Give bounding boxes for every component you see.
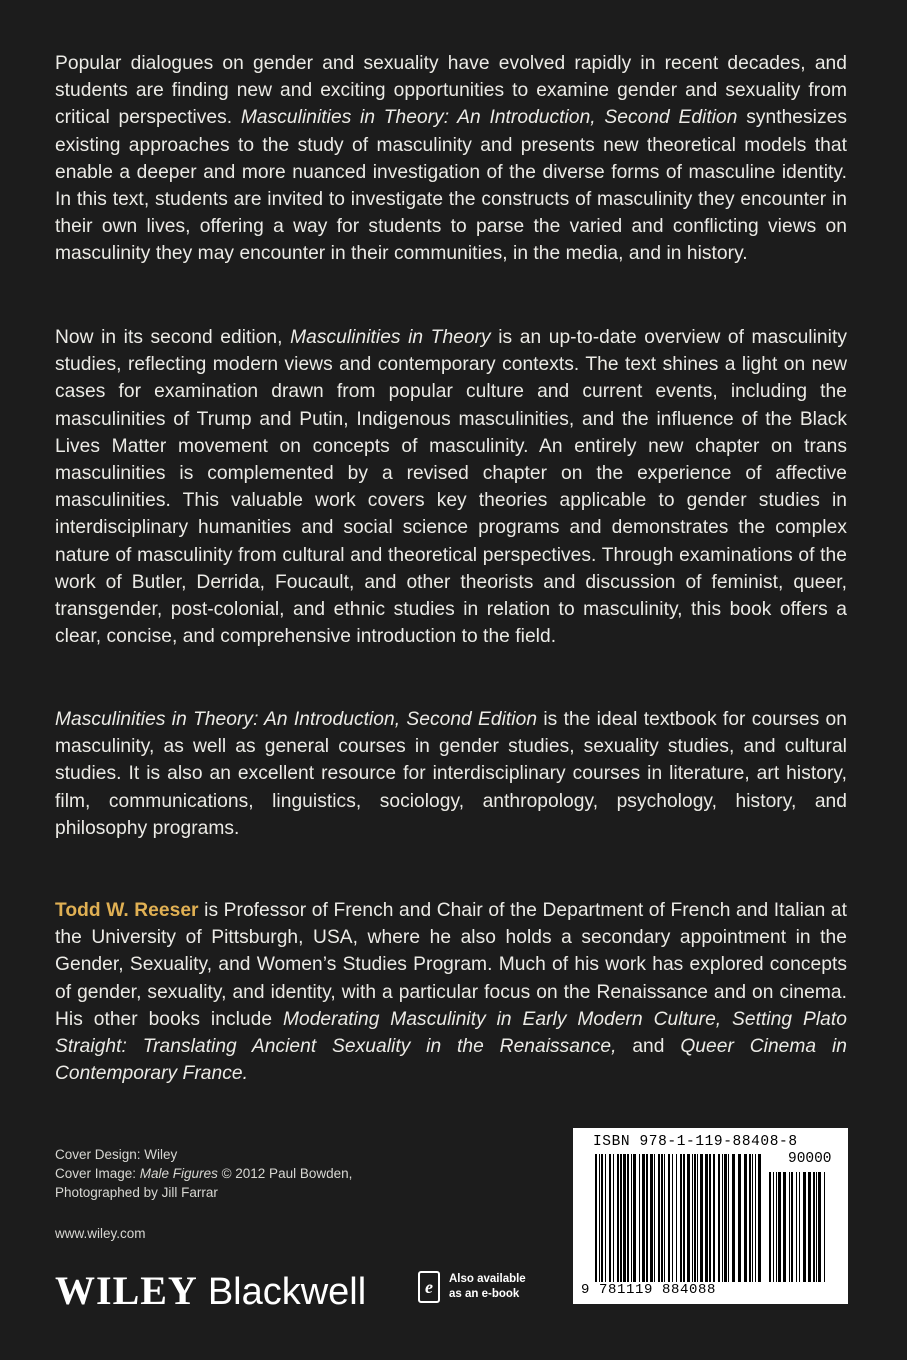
barcode-bar	[664, 1154, 665, 1282]
barcode-bar	[709, 1154, 711, 1282]
barcode-bar	[718, 1154, 720, 1282]
barcode-bar	[796, 1172, 797, 1282]
barcode-bar	[683, 1154, 685, 1282]
isbn-text: ISBN 978-1-119-88408-8	[593, 1134, 798, 1150]
barcode-bar	[728, 1154, 729, 1282]
barcode-bar	[824, 1172, 825, 1282]
barcode-bar	[650, 1154, 653, 1282]
barcode-bar	[732, 1154, 735, 1282]
barcode-bar	[776, 1172, 777, 1282]
barcode-bar	[694, 1154, 696, 1282]
ebook-text	[449, 1272, 526, 1302]
barcode-bar	[654, 1154, 655, 1282]
barcode-bar	[623, 1154, 626, 1282]
barcode-bar	[605, 1154, 606, 1282]
author-bio-text: is Professor of French and Chair of the Department of French and Italian at the University of Pittsburgh, USA, where he also holds a secondary appointment in the Gender, Sexuality, and Women’s Studies Program. Much of his work has explored concepts of gender, sexuality, and identity, with a particular focus on the Renaissance and on cinema. His other books include	[55, 900, 847, 1030]
blackwell-logo-text: Blackwell	[207, 1271, 367, 1313]
wiley-blackwell-logo	[55, 1267, 366, 1314]
p1-text-start: Popular dialogues on gender and sexuality have evolved rapidly in recent decades, and students are finding new and exciting opportunities to examine gender and sexuality from critical perspectives.	[55, 53, 847, 129]
book-title-italic: Masculinities in Theory: An Introduction, Second Edition	[55, 709, 538, 730]
barcode-bar	[769, 1172, 771, 1282]
barcode-bar	[595, 1154, 597, 1282]
barcode-bar	[789, 1172, 790, 1282]
addon-barcode-bars	[769, 1172, 825, 1282]
barcode-bar	[697, 1154, 698, 1282]
barcode-bar	[668, 1154, 670, 1282]
author-book-title-last: Queer Cinema in Contemporary France.	[55, 1036, 847, 1085]
cover-image-prefix: Cover Image:	[55, 1166, 140, 1181]
barcode-bar	[620, 1154, 622, 1282]
book-title-italic: Masculinities in Theory: An Introduction, Second Edition	[240, 107, 738, 129]
cover-image-credit	[55, 1164, 352, 1183]
ebook-icon-letter: e	[425, 1276, 433, 1297]
description-paragraph-3	[55, 706, 847, 842]
barcode-bar	[773, 1172, 774, 1282]
barcode-bar	[627, 1154, 629, 1282]
isbn-barcode	[573, 1128, 848, 1304]
ebook-line-1: Also available	[449, 1273, 526, 1285]
barcode-bar	[803, 1172, 806, 1282]
ebook-line-2: as an e-book	[449, 1288, 520, 1300]
author-bio	[55, 897, 847, 1087]
barcode-bar	[755, 1154, 756, 1282]
barcode-number: 9 781119 884088	[581, 1282, 717, 1298]
barcode-bar	[705, 1154, 708, 1282]
barcode-bar	[613, 1154, 614, 1282]
cover-image-title: Male Figures	[139, 1166, 218, 1181]
ean-barcode-bars	[595, 1154, 763, 1282]
barcode-bar	[749, 1154, 751, 1282]
barcode-bar	[631, 1154, 632, 1282]
barcode-bar	[642, 1154, 645, 1282]
barcode-bar	[639, 1154, 640, 1282]
barcode-bar	[816, 1172, 817, 1282]
barcode-bar	[818, 1172, 821, 1282]
barcode-bar	[672, 1154, 673, 1282]
author-book-titles: Moderating Masculinity in Early Modern Culture, Setting Plato Straight: Translating Ancient Sexuality in the Renaissance,	[55, 1008, 847, 1058]
barcode-bar	[687, 1154, 690, 1282]
barcode-bar	[680, 1154, 682, 1282]
book-title-italic: Masculinities in Theory	[290, 327, 491, 348]
p3-text-end: is the ideal textbook for courses on masculinity, as well as general courses in gender studies, sexuality studies, and cultural studies. It is also an excellent resource for interdisciplinary courses in literature, art history, film, communications, linguistics, sociology, anthropology, psychology, history, and philosophy programs.	[55, 709, 848, 839]
barcode-bar	[609, 1154, 611, 1282]
ebook-notice	[418, 1271, 526, 1303]
publisher-website: www.wiley.com	[55, 1226, 146, 1241]
barcode-bar	[722, 1154, 723, 1282]
p1-text-end: synthesizes existing approaches to the study of masculinity and presents new theoretical models that enable a deeper and more nuanced investigation of the diverse forms of masculine identity. In this text, students are invited to investigate the constructs of masculinity they encounter in their own lives, offering a way for students to parse the varied and conflicting views on masculinity they may encounter in their communities, in the media, and in history.	[55, 107, 847, 265]
author-bio-conj: and	[616, 1036, 681, 1058]
description-paragraph-2	[55, 324, 847, 650]
barcode-bar	[658, 1154, 660, 1282]
cover-design-credit: Cover Design: Wiley	[55, 1147, 178, 1162]
barcode-bar	[713, 1154, 715, 1282]
barcode-bar	[778, 1172, 781, 1282]
barcode-bar	[738, 1154, 741, 1282]
barcode-bar	[661, 1154, 663, 1282]
p2-text-start: Now in its second edition,	[55, 327, 291, 348]
photographer-credit: Photographed by Jill Farrar	[55, 1185, 218, 1200]
barcode-bar	[752, 1154, 753, 1282]
barcode-bar	[783, 1172, 786, 1282]
barcode-bar	[813, 1172, 815, 1282]
barcode-bar	[599, 1154, 600, 1282]
barcode-bar	[791, 1172, 793, 1282]
barcode-bar	[617, 1154, 619, 1282]
p2-text-end: is an up-to-date overview of masculinity studies, reflecting modern views and contemporary contexts. The text shines a light on new cases for examination drawn from popular culture and current events, including the masculinities of Trump and Putin, Indigenous masculinities, and the influence of the Black Lives Matter movement on concepts of masculinity. An entirely new chapter on trans masculinities is complemented by a revised chapter on the experience of affective masculinities. This valuable work covers key theories applicable to gender studies in interdisciplinary humanities and social science programs and demonstrates the complex nature of masculinity from cultural and theoretical perspectives. Through examinations of the work of Butler, Derrida, Foucault, and other theorists and discussion of feminist, queer, transgender, post-colonial, and ethnic studies in relation to masculinity, this book offers a clear, concise, and comprehensive introduction to the field.	[55, 327, 847, 648]
barcode-bar	[808, 1172, 811, 1282]
barcode-bar	[676, 1154, 677, 1282]
barcode-bar	[744, 1154, 747, 1282]
barcode-bar	[601, 1154, 603, 1282]
barcode-bar	[646, 1154, 648, 1282]
price-code: 90000	[788, 1151, 832, 1167]
barcode-bar	[700, 1154, 703, 1282]
barcode-bar	[724, 1154, 727, 1282]
barcode-bar	[633, 1154, 636, 1282]
cover-image-suffix: © 2012 Paul Bowden,	[217, 1166, 353, 1181]
cover-credits	[55, 1145, 352, 1202]
barcode-bar	[692, 1154, 693, 1282]
ebook-icon	[418, 1271, 440, 1303]
wiley-logo-text: WILEY	[55, 1268, 198, 1313]
author-name: Todd W. Reeser	[55, 900, 199, 921]
barcode-bar	[758, 1154, 761, 1282]
barcode-bar	[799, 1172, 800, 1282]
description-paragraph-1	[55, 50, 847, 268]
